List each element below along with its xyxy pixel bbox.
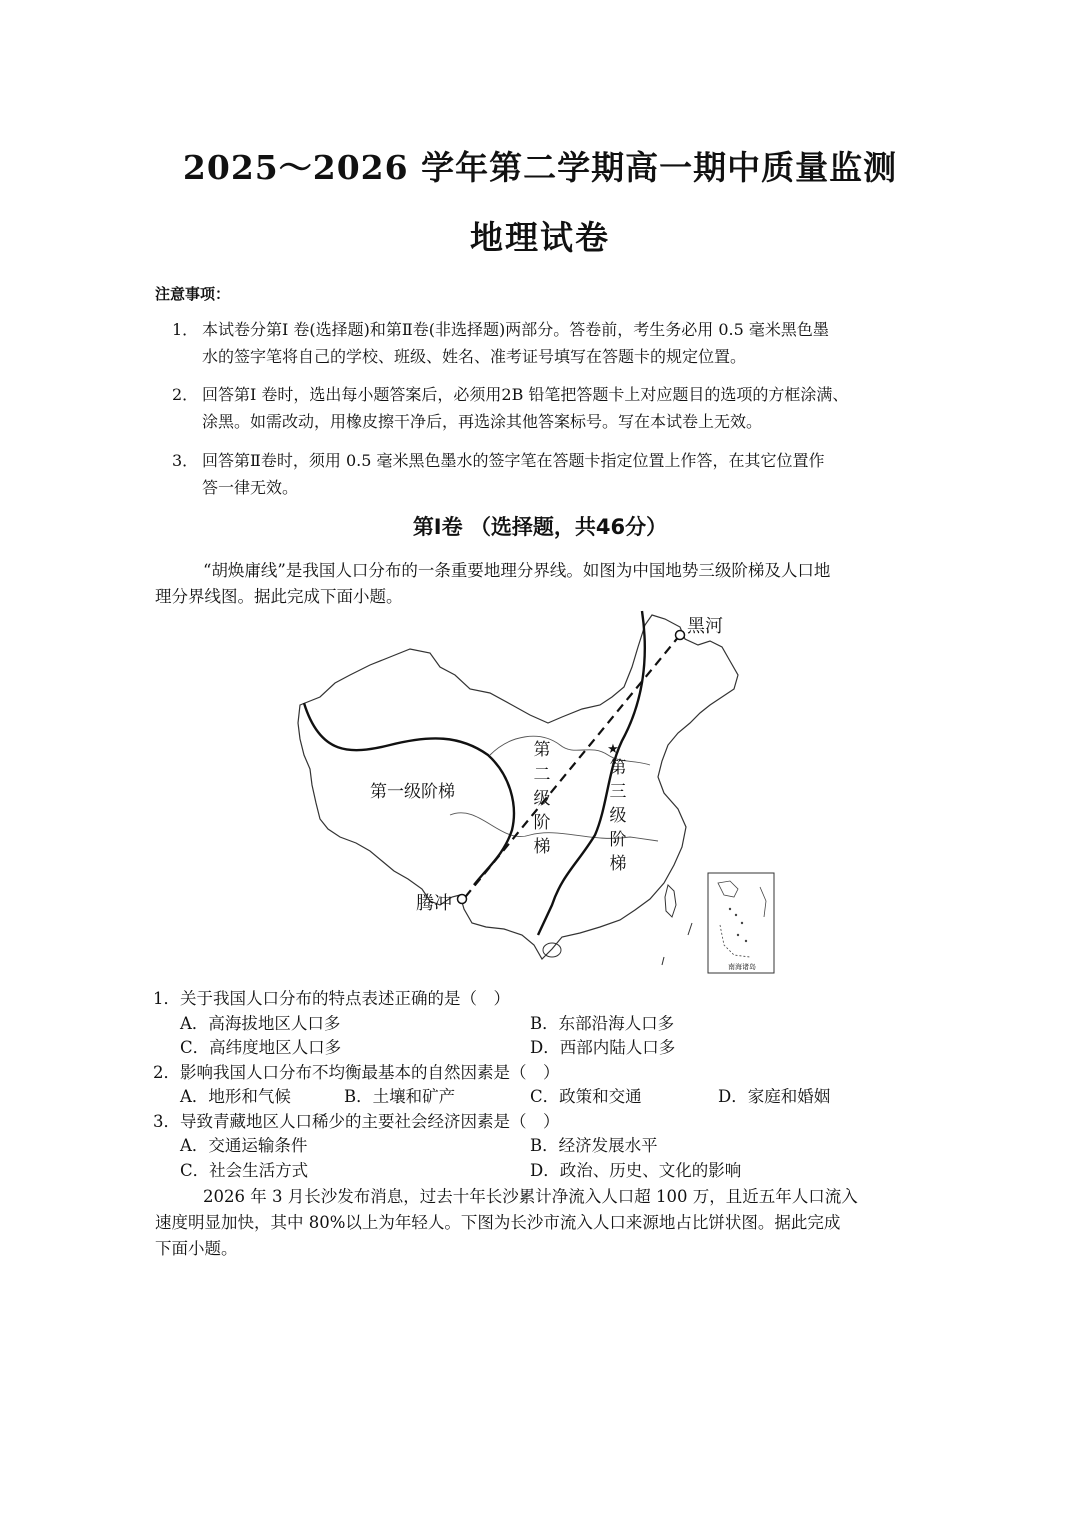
step2-label-char: 梯	[533, 837, 551, 857]
q2-option-a[interactable]: A．地形和气候	[180, 1087, 291, 1106]
step2-label-char: 阶	[533, 813, 551, 833]
step2-label-char: 第	[533, 740, 551, 760]
hu-line	[462, 635, 680, 901]
step3-label-char: 第	[609, 758, 627, 778]
question-2-stem: 2．影响我国人口分布不均衡最基本的自然因素是（ ）	[153, 1063, 560, 1082]
step3-label-char: 阶	[609, 830, 627, 850]
coast-mark	[688, 923, 692, 935]
question-1-stem: 1．关于我国人口分布的特点表述正确的是（ ）	[153, 989, 510, 1008]
step3-label-char: 梯	[609, 854, 627, 874]
river-yangtze	[450, 813, 658, 841]
step2-label-char: 二	[533, 765, 551, 785]
notice-item-1: 1． 本试卷分第I 卷(选择题)和第Ⅱ卷(非选择题)两部分。答卷前，考生务必用 0.5 毫米黑色墨 水的签字笔将自己的学校、班级、姓名、准考证号填写在答题卡的规定位置。	[172, 320, 829, 366]
q1-option-c[interactable]: C．高纬度地区人口多	[180, 1038, 342, 1057]
hainan-island	[543, 943, 561, 957]
section-title: 第Ⅰ卷 （选择题，共46分）	[412, 515, 668, 539]
question-3-stem: 3．导致青藏地区人口稀少的主要社会经济因素是（ ）	[153, 1112, 560, 1131]
china-terrain-map	[290, 605, 790, 980]
q3-option-c[interactable]: C．社会生活方式	[180, 1161, 309, 1180]
inset-label: 南海诸岛	[728, 963, 756, 971]
notice-item-3: 3． 回答第Ⅱ卷时，须用 0.5 毫米黑色墨水的签字笔在答题卡指定位置上作答，在其它位置作 答一律无效。	[172, 451, 825, 497]
step3-label-char: 级	[609, 806, 627, 826]
exam-title: 2025～2026 学年第二学期高一期中质量监测	[182, 148, 898, 187]
q3-option-b[interactable]: B．经济发展水平	[530, 1136, 658, 1155]
beijing-star-icon: ★	[607, 742, 619, 757]
q1-option-b[interactable]: B．东部沿海人口多	[530, 1014, 675, 1033]
q2-option-b[interactable]: B．土壤和矿产	[344, 1087, 456, 1106]
south-china-sea-inset	[708, 873, 774, 973]
q1-option-a[interactable]: A．高海拔地区人口多	[180, 1014, 341, 1033]
intro-paragraph-2: 2026 年 3 月长沙发布消息，过去十年长沙累计净流入人口超 100 万，且近五年人口流入 速度明显加快，其中 80%以上为年轻人。下图为长沙市流入人口来源地占比饼状图。据此完成 下面小题。	[155, 1187, 858, 1258]
q2-option-d[interactable]: D．家庭和婚姻	[718, 1087, 831, 1106]
notice-item-2: 2． 回答第I 卷时，选出每小题答案后，必须用2B 铅笔把答题卡上对应题目的选项的方框涂满、 涂黑。如需改动，用橡皮擦干净后，再选涂其他答案标号。写在本试卷上无效。	[172, 385, 849, 431]
coast-mark	[662, 957, 664, 965]
q1-option-d[interactable]: D．西部内陆人口多	[530, 1038, 676, 1057]
heihe-label: 黑河	[687, 616, 723, 637]
heihe-marker	[676, 631, 685, 640]
exam-subject: 地理试卷	[470, 218, 610, 257]
china-outline	[298, 615, 738, 959]
taiwan-island	[665, 885, 676, 917]
step1-label: 第一级阶梯	[370, 782, 455, 802]
q3-option-a[interactable]: A．交通运输条件	[180, 1136, 308, 1155]
step3-label-char: 三	[609, 782, 627, 802]
notice-heading: 注意事项：	[155, 285, 231, 303]
q3-option-d[interactable]: D．政治、历史、文化的影响	[530, 1161, 742, 1180]
step2-label-char: 级	[533, 789, 551, 809]
tengchong-marker	[458, 895, 467, 904]
intro-paragraph-1: “胡焕庸线”是我国人口分布的一条重要地理分界线。如图为中国地势三级阶梯及人口地 理分界线图。据此完成下面小题。	[155, 561, 831, 606]
q2-option-c[interactable]: C．政策和交通	[530, 1087, 642, 1106]
tengchong-label: 腾冲	[416, 893, 452, 914]
step2-step3-boundary	[538, 611, 645, 935]
